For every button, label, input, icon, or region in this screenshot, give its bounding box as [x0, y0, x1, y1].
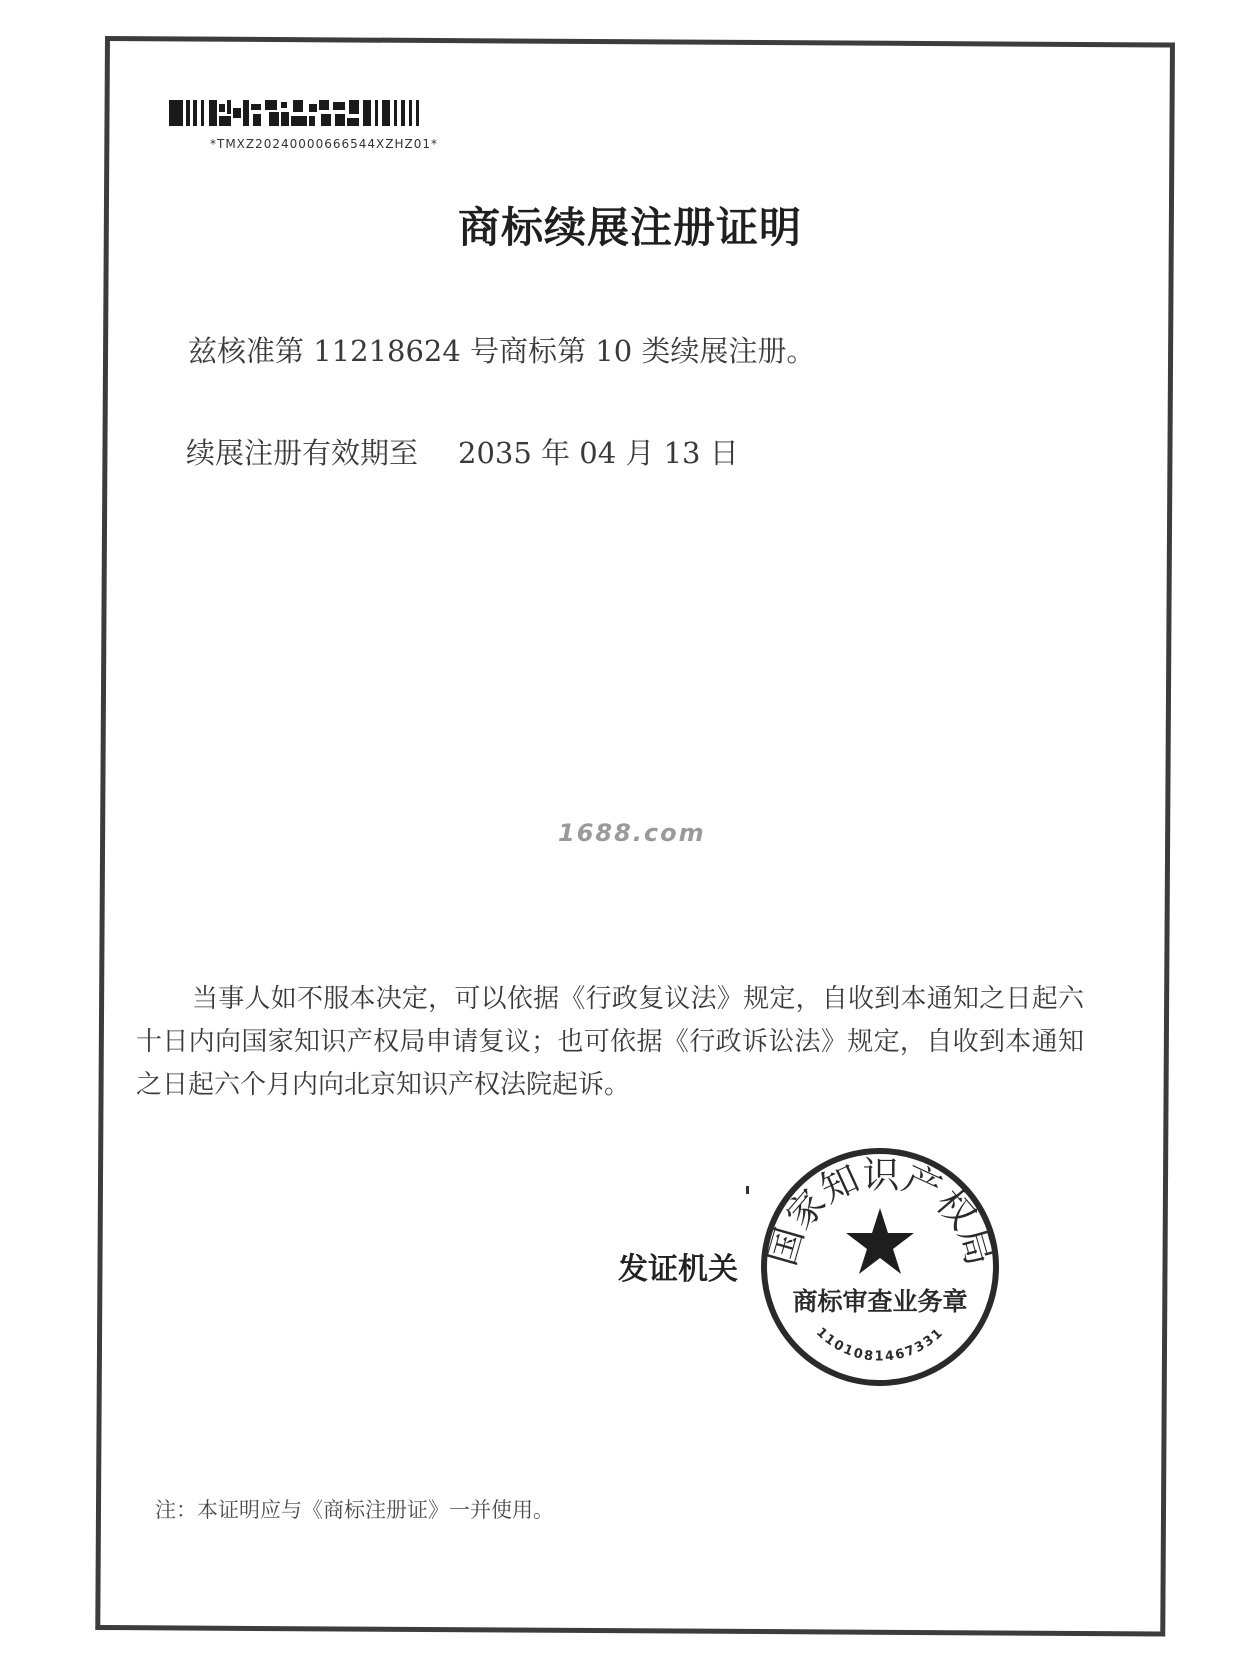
barcode-number: *TMXZ20240000666544XZHZ01* [210, 137, 438, 151]
validity-date: 2035 年 04 月 13 日 [458, 436, 739, 470]
seal-number: 1101081467331 [812, 1324, 948, 1365]
validity-line [186, 431, 739, 472]
watermark: 1688.com [558, 819, 706, 847]
approval-statement: 兹核准第 11218624 号商标第 10 类续展注册。 [188, 334, 816, 368]
star-icon [846, 1208, 914, 1274]
document-title: 商标续展注册证明 [457, 203, 802, 252]
official-seal [755, 1142, 1005, 1392]
appeal-notice: 当事人如不服本决定，可以依据《行政复议法》规定，自收到本通知之日起六十日内向国家知识产权局申请复议；也可依据《行政诉讼法》规定，自收到本通知之日起六个月内向北京知识产权法院起诉。 [136, 984, 1084, 1100]
footnote: 注：本证明应与《商标注册证》一并使用。 [155, 1498, 554, 1522]
validity-label: 续展注册有效期至 [186, 436, 419, 470]
issuer-label: 发证机关 [618, 1252, 738, 1287]
ink-speck [746, 1186, 749, 1194]
seal-inner-text: 商标审查业务章 [792, 1287, 968, 1316]
barcode [169, 100, 439, 130]
seal-outer-text: 国家知识产权局 [760, 1153, 1002, 1271]
